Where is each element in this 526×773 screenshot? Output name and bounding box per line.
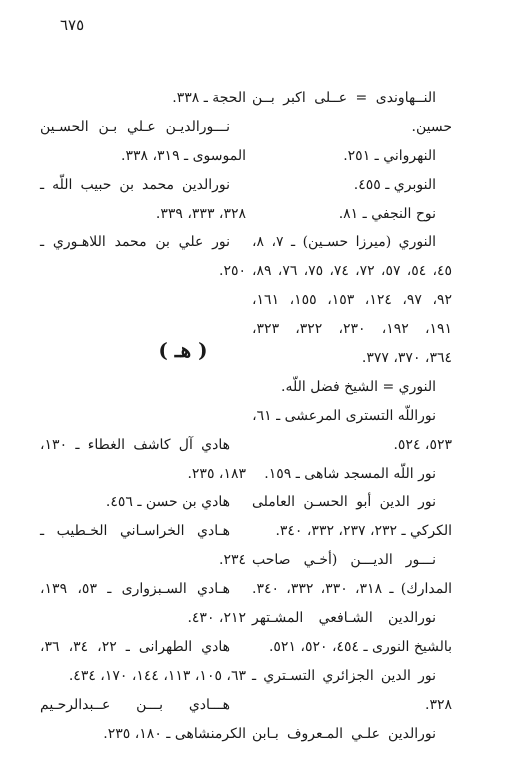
index-line: هـادي الخراسـاني الخـطيب ـ	[40, 523, 230, 540]
index-line: النــهاوندى = عــلى اكبر بــن	[252, 90, 436, 106]
index-line: ٢٥٠.	[218, 263, 246, 280]
index-line: النهرواني ـ ٢٥١.	[343, 147, 436, 164]
index-line: المدارك) ـ ٣١٨، ٣٣٠، ٣٣٢، ٣٤٠.	[252, 581, 452, 598]
index-line: الموسوى ـ ٣١٩، ٣٣٨.	[121, 147, 246, 164]
page-number: ٦٧٥	[60, 16, 85, 34]
index-line	[40, 286, 246, 315]
index-line: نورالدين محمد بن حبيب اللّه ـ	[40, 176, 230, 193]
index-line: ٣٢٨.	[424, 696, 452, 713]
index-line: نوراللّه التسترى المرعشى ـ ٦١،	[252, 407, 436, 424]
index-line: هـادي السـبزوارى ـ ٥٣، ١٣٩،	[40, 581, 230, 598]
index-line: نور اللّه المسجد شاهى ـ ١٥٩.	[264, 465, 436, 482]
index-line: هـــادي بـــن عــبدالرحـيم	[40, 696, 230, 713]
index-line: الكركي ـ ٢٣٢، ٢٣٧، ٣٣٢، ٣٤٠.	[275, 523, 452, 540]
index-line: حسين.	[411, 118, 452, 135]
index-line: ٩٢، ٩٧، ١٢٤، ١٥٣، ١٥٥، ١٦١،	[252, 292, 453, 309]
index-line	[40, 402, 246, 431]
index-line: نور الدين الجزائري التسـتري ـ	[252, 667, 436, 684]
index-column-right	[252, 84, 452, 748]
index-line: نورالدين علـي المـعروف بـابن	[252, 725, 436, 742]
index-line: النوري (ميرزا حسـين) ـ ٧، ٨،	[252, 234, 436, 251]
index-line: نـــورالديـن عـلي بـن الحسـين	[40, 118, 230, 135]
index-line: هادي الطهرانى ـ ٢٢، ٣٤، ٣٦،	[40, 638, 230, 655]
index-line: الكرمنشاهى ـ ١٨٠، ٢٣٥.	[103, 725, 246, 742]
index-line: نوح النجفي ـ ٨١.	[338, 205, 436, 222]
index-line: ٢٣٤.	[218, 552, 246, 569]
index-line: ٣٢٨، ٣٣٣، ٣٣٩.	[155, 205, 246, 222]
index-line: النوبري ـ ٤٥٥.	[353, 176, 436, 193]
index-line: ٥٢٣، ٥٢٤.	[393, 436, 452, 453]
index-line: ١٨٣، ٢٣٥.	[187, 465, 246, 482]
index-line: بالشيخ النورى ـ ٤٥٤، ٥٢٠، ٥٢١.	[268, 638, 452, 655]
index-line: نورالدين الشـافعي المشـتهر	[252, 610, 436, 627]
index-line: ٤٥، ٥٤، ٥٧، ٧٢، ٧٤، ٧٥، ٧٦، ٨٩،	[252, 263, 453, 280]
index-line: ١٩١، ١٩٢، ٢٣٠، ٣٢٢، ٣٢٣،	[252, 321, 453, 338]
index-line: الحجة ـ ٣٣٨.	[172, 90, 246, 106]
index-line: نور علي بن محمد اللاهـوري ـ	[40, 234, 230, 251]
index-line: ٦٣، ١٠٥، ١١٣، ١٤٤، ١٧٠، ٤٣٤.	[68, 667, 246, 684]
index-line: هادي آل كاشف الغطاء ـ ١٣٠،	[40, 436, 230, 453]
index-line: ٣٦٤، ٣٧٠، ٣٧٧.	[361, 350, 452, 367]
index-line: ٢١٢، ٤٣٠.	[187, 610, 246, 627]
section-heading: ( هـ )	[158, 338, 208, 362]
index-line	[40, 373, 246, 402]
index-line: نـــور الديـــن (أخـي صاحب	[252, 552, 436, 569]
index-line: نور الدين أبو الحسـن العاملى	[252, 494, 436, 511]
index-line: النوري = الشيخ فضل اللّه.	[281, 378, 436, 395]
index-column-left	[40, 84, 246, 748]
index-line: هادي بن حسن ـ ٤٥٦.	[105, 494, 230, 511]
